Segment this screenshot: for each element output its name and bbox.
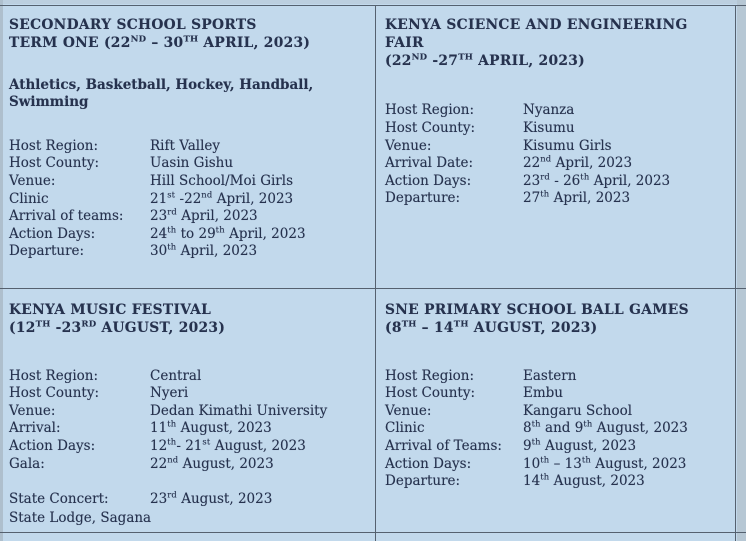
detail-row — [9, 173, 369, 191]
row-value: 23rd August, 2023 — [150, 489, 273, 508]
detail-row — [9, 368, 369, 386]
row-label: Host Region: — [385, 102, 475, 119]
detail-row — [9, 138, 369, 156]
row-value: Eastern — [523, 367, 577, 384]
row-label: Host County: — [9, 385, 99, 402]
row-value: 14th August, 2023 — [523, 471, 645, 490]
row-value: Central — [150, 367, 202, 384]
row-value: Dedan Kimathi University — [150, 402, 328, 419]
scan-edge-left — [0, 0, 3, 541]
row-value: 12th- 21st August, 2023 — [150, 436, 306, 454]
row-label: Clinic — [385, 420, 425, 437]
detail-row — [385, 403, 729, 421]
detail-row — [385, 190, 729, 208]
detail-rows — [9, 368, 369, 474]
row-value: 23rd - 26th April, 2023 — [523, 171, 671, 189]
row-label: Host County: — [385, 385, 475, 402]
detail-row — [385, 385, 729, 403]
detail-row — [385, 120, 729, 138]
row-label: Action Days: — [385, 455, 472, 472]
detail-row — [9, 420, 369, 438]
table-border-bottom — [0, 532, 746, 533]
detail-rows — [385, 102, 729, 208]
row-value: Nyanza — [523, 102, 575, 119]
detail-row — [385, 438, 729, 456]
detail-row — [385, 456, 729, 474]
row-label: Arrival of teams: — [9, 208, 124, 225]
detail-row — [9, 208, 369, 226]
row-label: Clinic — [9, 190, 49, 207]
section-sne-primary-ball-games — [385, 302, 729, 491]
row-value: 24th to 29th April, 2023 — [150, 224, 306, 242]
detail-rows — [385, 368, 729, 491]
section-secondary-school-sports — [9, 17, 369, 261]
section-science-engineering-fair — [385, 17, 729, 208]
row-label: Host Region: — [385, 367, 475, 384]
row-value: 10th – 13th August, 2023 — [523, 454, 687, 472]
table-divider-horizontal — [0, 288, 746, 289]
row-value: Hill School/Moi Girls — [150, 172, 294, 189]
row-value: 22nd August, 2023 — [150, 454, 274, 472]
row-label: Host Region: — [9, 137, 99, 154]
detail-row — [385, 368, 729, 386]
row-value: Uasin Gishu — [150, 155, 234, 172]
section-title — [385, 302, 729, 338]
detail-row — [385, 473, 729, 491]
scan-edge-top — [0, 0, 746, 4]
detail-row — [9, 438, 369, 456]
row-label: Host County: — [385, 119, 475, 136]
state-concert-row — [9, 491, 369, 509]
detail-row — [9, 243, 369, 261]
row-label: State Concert: — [9, 491, 109, 508]
section-title-line1: KENYA SCIENCE AND ENGINEERING FAIR — [385, 17, 688, 51]
row-value: Kisumu Girls — [523, 137, 612, 154]
row-value: 30th April, 2023 — [150, 241, 258, 260]
row-label: Gala: — [9, 455, 45, 472]
detail-rows — [9, 138, 369, 261]
row-label: Venue: — [9, 402, 56, 419]
row-value: Kangaru School — [523, 402, 633, 419]
section-title-line2: (22ND -27TH APRIL, 2023) — [385, 52, 585, 69]
detail-row — [385, 138, 729, 156]
section-title-line1: SNE PRIMARY SCHOOL BALL GAMES — [385, 302, 689, 318]
detail-row — [9, 385, 369, 403]
row-label: Arrival Date: — [385, 155, 474, 172]
detail-row — [385, 155, 729, 173]
row-label: Arrival of Teams: — [385, 437, 502, 454]
row-value: 27th April, 2023 — [523, 188, 631, 207]
detail-row — [9, 403, 369, 421]
detail-row — [385, 420, 729, 438]
detail-row — [9, 226, 369, 244]
scan-edge-right — [737, 0, 746, 541]
row-label: Host Region: — [9, 367, 99, 384]
section-kenya-music-festival — [9, 302, 369, 527]
disciplines-line2: Swimming — [9, 94, 89, 111]
detail-row — [9, 191, 369, 209]
section-title — [9, 17, 369, 53]
table-border-top — [0, 5, 746, 6]
section-title — [9, 302, 369, 338]
table-border-right — [735, 5, 736, 541]
row-label: Venue: — [385, 402, 432, 419]
row-value: Rift Valley — [150, 137, 221, 154]
row-value: 22nd April, 2023 — [523, 153, 633, 172]
disciplines-line1: Athletics, Basketball, Hockey, Handball, — [9, 76, 314, 93]
detail-row — [9, 456, 369, 474]
section-title-line2: TERM ONE (22ND – 30TH APRIL, 2023) — [9, 34, 311, 51]
row-label: Host County: — [9, 155, 99, 172]
row-value: Nyeri — [150, 385, 189, 402]
section-disciplines — [9, 77, 369, 112]
row-label: Action Days: — [9, 437, 96, 454]
row-value: 8th and 9th August, 2023 — [523, 418, 688, 437]
detail-row — [385, 173, 729, 191]
row-value: Embu — [523, 385, 563, 402]
detail-row — [385, 102, 729, 120]
row-value: 11th August, 2023 — [150, 418, 272, 437]
section-title-line2: (12TH -23RD AUGUST, 2023) — [9, 319, 226, 336]
row-value: Kisumu — [523, 119, 575, 136]
row-label: Arrival: — [9, 420, 61, 437]
detail-row — [9, 155, 369, 173]
row-label: Action Days: — [385, 172, 472, 189]
section-title-line2: (8TH – 14TH AUGUST, 2023) — [385, 319, 598, 336]
row-value: 23rd April, 2023 — [150, 206, 258, 225]
table-divider-vertical — [375, 5, 376, 541]
state-lodge-note: State Lodge, Sagana — [9, 509, 152, 526]
section-title — [385, 17, 729, 70]
row-label: Departure: — [385, 473, 461, 490]
row-label: Venue: — [385, 137, 432, 154]
section-title-line1: KENYA MUSIC FESTIVAL — [9, 302, 212, 318]
row-label: Action Days: — [9, 225, 96, 242]
row-label: Departure: — [385, 190, 461, 207]
section-title-line1: SECONDARY SCHOOL SPORTS — [9, 17, 257, 33]
row-label: Venue: — [9, 172, 56, 189]
row-label: Departure: — [9, 243, 85, 260]
row-value: 9th August, 2023 — [523, 436, 637, 454]
row-value: 21st -22nd April, 2023 — [150, 189, 294, 207]
